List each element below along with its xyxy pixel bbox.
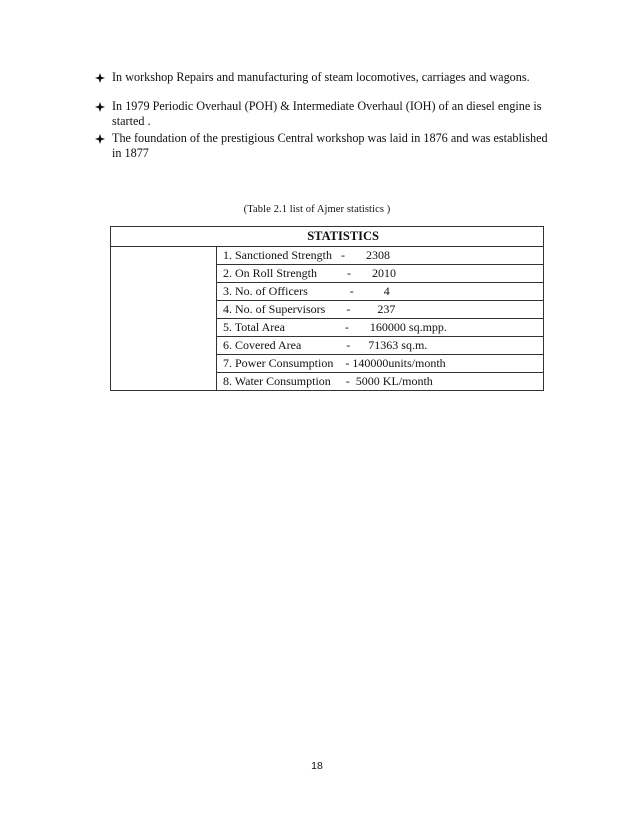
table-row bbox=[111, 373, 544, 391]
statistics-table bbox=[110, 226, 544, 391]
bullet-text: In workshop Repairs and manufacturing of steam locomotives, carriages and wagons. bbox=[112, 70, 530, 84]
diamond-bullet-icon bbox=[95, 73, 105, 83]
table-cell: 1. Sanctioned Strength - 2308 bbox=[217, 247, 544, 265]
table-spacer-cell bbox=[111, 319, 217, 337]
table-spacer-cell bbox=[111, 265, 217, 283]
bullet-list bbox=[95, 70, 555, 161]
table-cell: 8. Water Consumption - 5000 KL/month bbox=[217, 373, 544, 391]
table-spacer-cell bbox=[111, 301, 217, 319]
table-cell: 5. Total Area - 160000 sq.mpp. bbox=[217, 319, 544, 337]
diamond-bullet-icon bbox=[95, 102, 105, 112]
table-cell: 2. On Roll Strength - 2010 bbox=[217, 265, 544, 283]
table-row bbox=[111, 337, 544, 355]
bullet-text: In 1979 Periodic Overhaul (POH) & Intermediate Overhaul (IOH) of an diesel engine is started . bbox=[112, 99, 542, 128]
table-row bbox=[111, 301, 544, 319]
table-row bbox=[111, 355, 544, 373]
bullet-item bbox=[95, 70, 555, 85]
table-row bbox=[111, 247, 544, 265]
bullet-text: The foundation of the prestigious Central workshop was laid in 1876 and was established in 1877 bbox=[112, 131, 548, 160]
table-header-row bbox=[111, 227, 544, 247]
table-spacer-cell bbox=[111, 247, 217, 265]
diamond-bullet-icon bbox=[95, 134, 105, 144]
table-row bbox=[111, 283, 544, 301]
table-caption: (Table 2.1 list of Ajmer statistics ) bbox=[243, 204, 391, 215]
table-spacer-cell bbox=[111, 373, 217, 391]
table-cell: 7. Power Consumption - 140000units/month bbox=[217, 355, 544, 373]
table-row bbox=[111, 319, 544, 337]
table-cell: 3. No. of Officers - 4 bbox=[217, 283, 544, 301]
bullet-item bbox=[95, 99, 555, 129]
table-cell: 6. Covered Area - 71363 sq.m. bbox=[217, 337, 544, 355]
table-row bbox=[111, 265, 544, 283]
table-spacer-cell bbox=[111, 355, 217, 373]
page-number: 18 bbox=[311, 760, 323, 772]
bullet-item bbox=[95, 131, 555, 161]
table-cell: 4. No. of Supervisors - 237 bbox=[217, 301, 544, 319]
table-spacer-cell bbox=[111, 337, 217, 355]
table-header: STATISTICS bbox=[111, 227, 544, 247]
table-spacer-cell bbox=[111, 283, 217, 301]
